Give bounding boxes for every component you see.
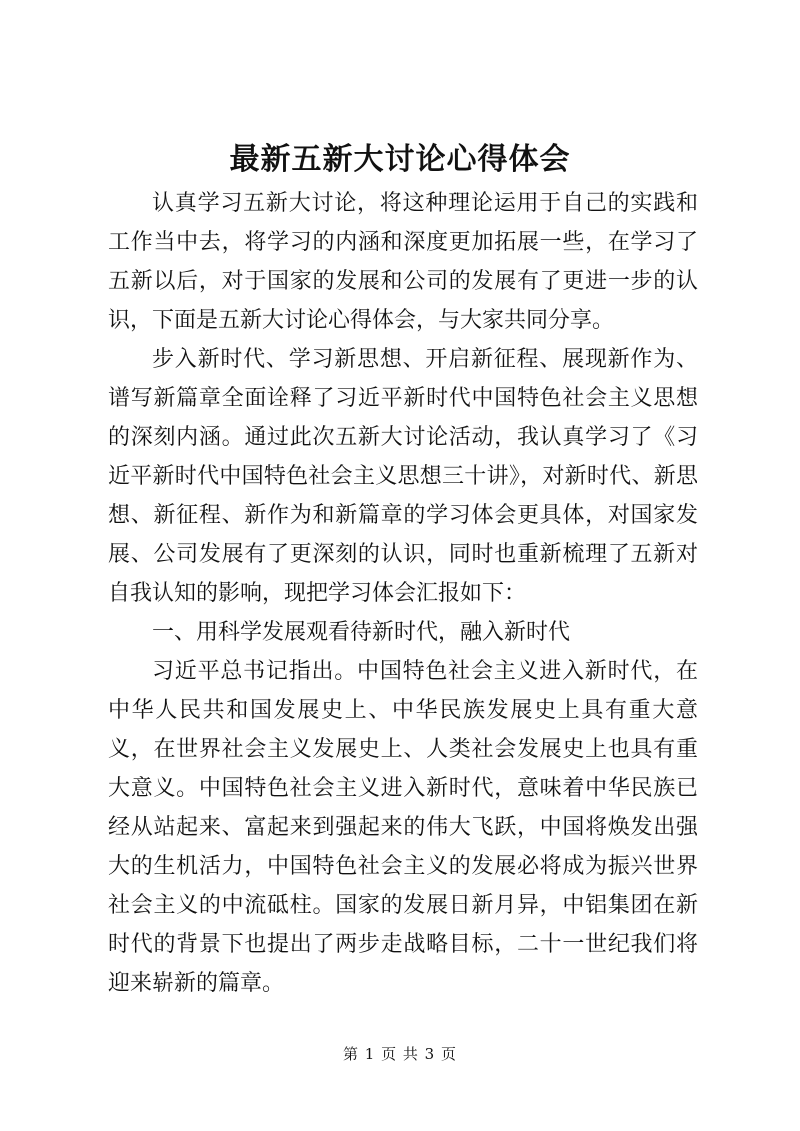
document-body: [108, 184, 698, 1003]
paragraph-overview: 步入新时代、学习新思想、开启新征程、展现新作为、谱写新篇章全面诠释了习近平新时代中国特色社会主义思想的深刻内涵。通过此次五新大讨论活动，我认真学习了《习近平新时代中国特色社会主义思想三十讲》，对新时代、新思想、新征程、新作为和新篇章的学习体会更具体，对国家发展、公司发展有了更深刻的认识，同时也重新梳理了五新对自我认知的影响，现把学习体会汇报如下：: [108, 347, 698, 606]
section-heading-1: 一、用科学发展观看待新时代，融入新时代: [152, 620, 571, 645]
paragraph-section-1: 习近平总书记指出。中国特色社会主义进入新时代，在中华人民共和国发展史上、中华民族发展史上具有重大意义，在世界社会主义发展史上、人类社会发展史上也具有重大意义。中国特色社会主义进入新时代，意味着中华民族已经从站起来、富起来到强起来的伟大飞跃，中国将焕发出强大的生机活力，中国特色社会主义的发展必将成为振兴世界社会主义的中流砥柱。国家的发展日新月异，中铝集团在新时代的背景下也提出了两步走战略目标，二十一世纪我们将迎来崭新的篇章。: [108, 659, 698, 996]
document-title: 最新五新大讨论心得体会: [229, 142, 571, 177]
page-footer: 第 1 页 共 3 页: [343, 1045, 457, 1063]
paragraph-intro: 认真学习五新大讨论，将这种理论运用于自己的实践和工作当中去，将学习的内涵和深度更加拓展一些，在学习了五新以后，对于国家的发展和公司的发展有了更进一步的认识，下面是五新大讨论心得体会，与大家共同分享。: [108, 191, 698, 333]
